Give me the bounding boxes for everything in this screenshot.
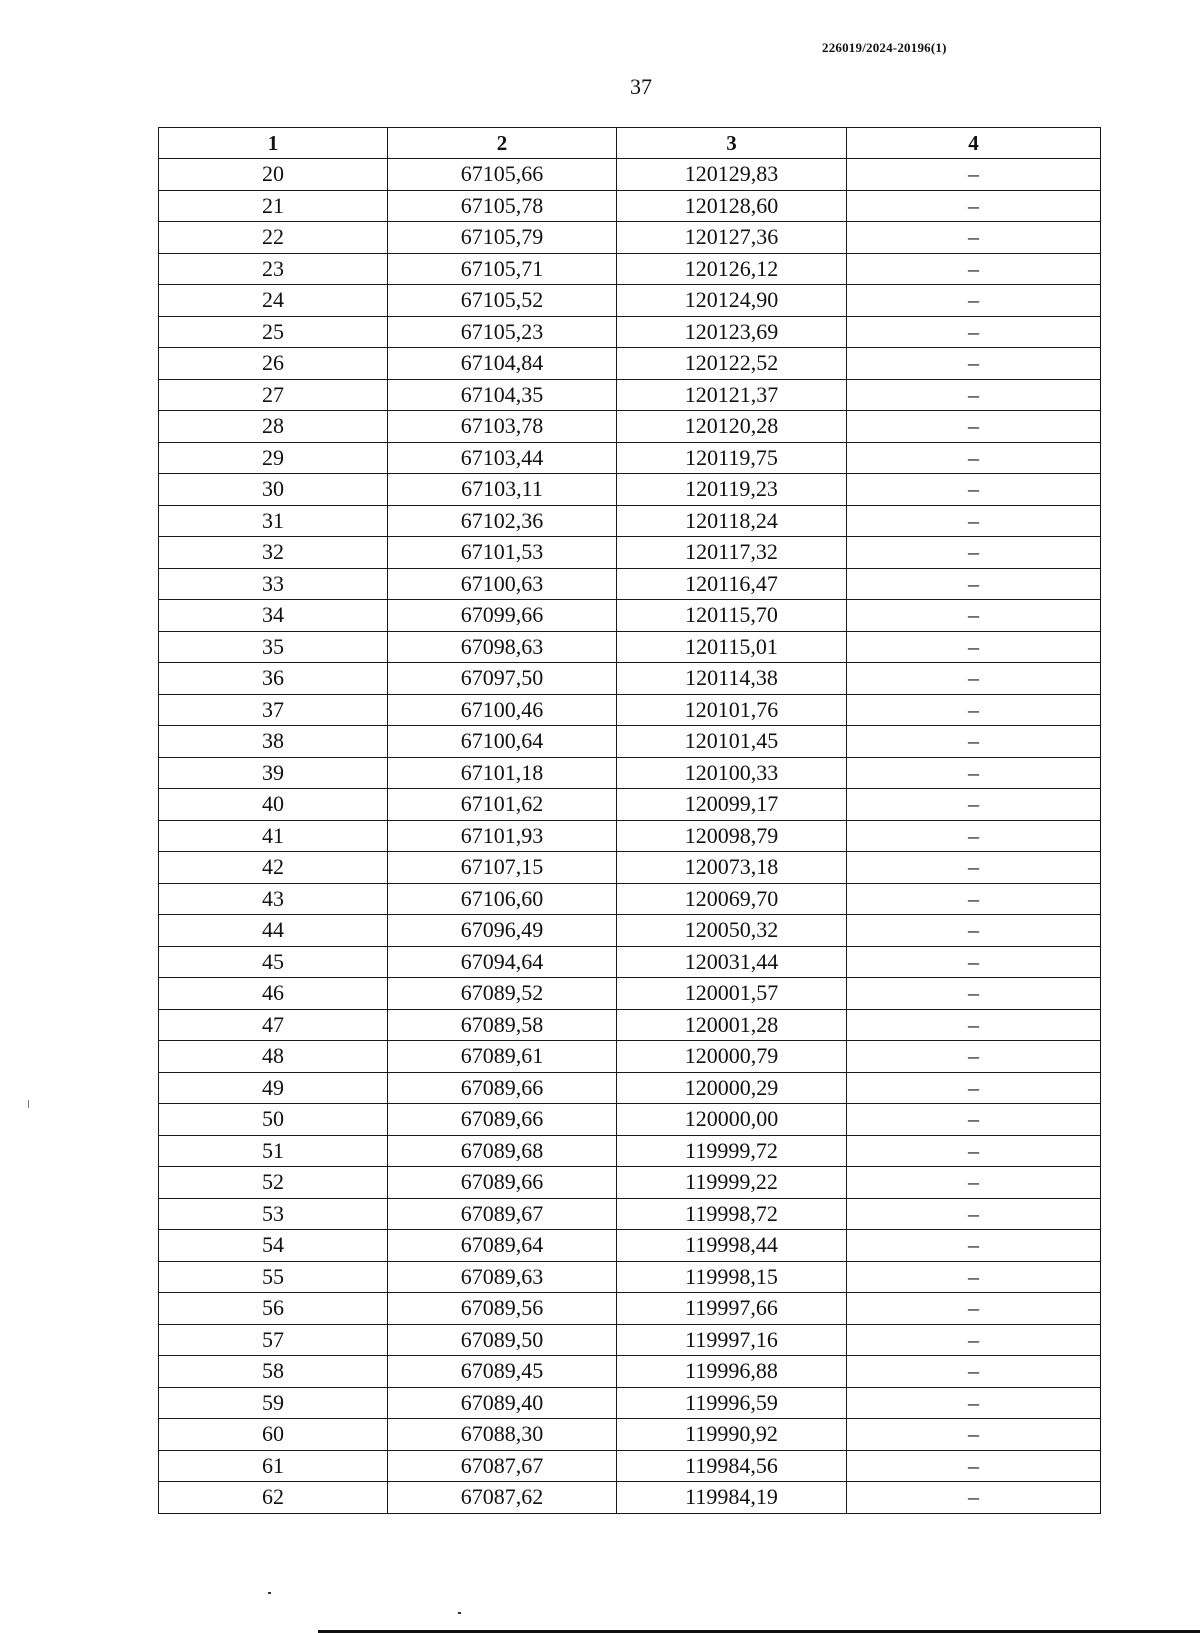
dash-cell: –	[847, 537, 1101, 569]
x-coordinate-cell: 67103,44	[388, 442, 617, 474]
x-coordinate-cell: 67089,68	[388, 1135, 617, 1167]
y-coordinate-cell: 120101,45	[617, 726, 847, 758]
table-row	[159, 726, 1101, 758]
dash-cell: –	[847, 253, 1101, 285]
column-header: 2	[388, 128, 617, 159]
table-row	[159, 789, 1101, 821]
point-number-cell: 35	[159, 631, 388, 663]
dash-cell: –	[847, 757, 1101, 789]
table-row	[159, 190, 1101, 222]
table-row	[159, 442, 1101, 474]
y-coordinate-cell: 120119,23	[617, 474, 847, 506]
y-coordinate-cell: 119998,15	[617, 1261, 847, 1293]
point-number-cell: 26	[159, 348, 388, 380]
point-number-cell: 57	[159, 1324, 388, 1356]
table-row	[159, 1419, 1101, 1451]
table-row	[159, 946, 1101, 978]
y-coordinate-cell: 120115,70	[617, 600, 847, 632]
point-number-cell: 58	[159, 1356, 388, 1388]
y-coordinate-cell: 120119,75	[617, 442, 847, 474]
point-number-cell: 29	[159, 442, 388, 474]
coordinates-table	[158, 127, 1101, 1514]
y-coordinate-cell: 120000,79	[617, 1041, 847, 1073]
point-number-cell: 43	[159, 883, 388, 915]
dash-cell: –	[847, 1324, 1101, 1356]
point-number-cell: 45	[159, 946, 388, 978]
y-coordinate-cell: 120121,37	[617, 379, 847, 411]
y-coordinate-cell: 120000,29	[617, 1072, 847, 1104]
x-coordinate-cell: 67103,11	[388, 474, 617, 506]
dash-cell: –	[847, 1230, 1101, 1262]
point-number-cell: 34	[159, 600, 388, 632]
x-coordinate-cell: 67100,63	[388, 568, 617, 600]
point-number-cell: 32	[159, 537, 388, 569]
x-coordinate-cell: 67105,66	[388, 159, 617, 191]
column-header: 1	[159, 128, 388, 159]
point-number-cell: 44	[159, 915, 388, 947]
x-coordinate-cell: 67103,78	[388, 411, 617, 443]
point-number-cell: 49	[159, 1072, 388, 1104]
x-coordinate-cell: 67089,50	[388, 1324, 617, 1356]
table-row	[159, 1198, 1101, 1230]
dash-cell: –	[847, 663, 1101, 695]
x-coordinate-cell: 67089,66	[388, 1104, 617, 1136]
x-coordinate-cell: 67101,18	[388, 757, 617, 789]
x-coordinate-cell: 67101,93	[388, 820, 617, 852]
table-row	[159, 568, 1101, 600]
x-coordinate-cell: 67098,63	[388, 631, 617, 663]
table-row	[159, 1167, 1101, 1199]
point-number-cell: 52	[159, 1167, 388, 1199]
dash-cell: –	[847, 789, 1101, 821]
column-header: 4	[847, 128, 1101, 159]
x-coordinate-cell: 67107,15	[388, 852, 617, 884]
table-row	[159, 1482, 1101, 1514]
table-row	[159, 1450, 1101, 1482]
table-body	[159, 159, 1101, 1514]
point-number-cell: 42	[159, 852, 388, 884]
dash-cell: –	[847, 316, 1101, 348]
dash-cell: –	[847, 1072, 1101, 1104]
y-coordinate-cell: 119984,56	[617, 1450, 847, 1482]
table-row	[159, 159, 1101, 191]
dash-cell: –	[847, 1261, 1101, 1293]
point-number-cell: 38	[159, 726, 388, 758]
dash-cell: –	[847, 411, 1101, 443]
dash-cell: –	[847, 852, 1101, 884]
dash-cell: –	[847, 883, 1101, 915]
dash-cell: –	[847, 820, 1101, 852]
point-number-cell: 51	[159, 1135, 388, 1167]
point-number-cell: 28	[159, 411, 388, 443]
y-coordinate-cell: 119998,44	[617, 1230, 847, 1262]
scan-speck	[268, 1592, 271, 1594]
y-coordinate-cell: 119996,59	[617, 1387, 847, 1419]
scan-mark	[28, 1100, 29, 1108]
table-row	[159, 1230, 1101, 1262]
table-row	[159, 757, 1101, 789]
dash-cell: –	[847, 1135, 1101, 1167]
table-row	[159, 978, 1101, 1010]
dash-cell: –	[847, 348, 1101, 380]
x-coordinate-cell: 67089,67	[388, 1198, 617, 1230]
table-row	[159, 1104, 1101, 1136]
x-coordinate-cell: 67089,63	[388, 1261, 617, 1293]
dash-cell: –	[847, 1167, 1101, 1199]
x-coordinate-cell: 67101,53	[388, 537, 617, 569]
point-number-cell: 30	[159, 474, 388, 506]
point-number-cell: 41	[159, 820, 388, 852]
point-number-cell: 53	[159, 1198, 388, 1230]
dash-cell: –	[847, 190, 1101, 222]
point-number-cell: 46	[159, 978, 388, 1010]
x-coordinate-cell: 67106,60	[388, 883, 617, 915]
y-coordinate-cell: 119998,72	[617, 1198, 847, 1230]
y-coordinate-cell: 119997,66	[617, 1293, 847, 1325]
x-coordinate-cell: 67087,67	[388, 1450, 617, 1482]
y-coordinate-cell: 119999,22	[617, 1167, 847, 1199]
table-row	[159, 285, 1101, 317]
table-row	[159, 537, 1101, 569]
y-coordinate-cell: 120129,83	[617, 159, 847, 191]
dash-cell: –	[847, 222, 1101, 254]
y-coordinate-cell: 120118,24	[617, 505, 847, 537]
document-number: 226019/2024-20196(1)	[822, 40, 947, 55]
x-coordinate-cell: 67094,64	[388, 946, 617, 978]
x-coordinate-cell: 67102,36	[388, 505, 617, 537]
point-number-cell: 23	[159, 253, 388, 285]
x-coordinate-cell: 67096,49	[388, 915, 617, 947]
table-row	[159, 1324, 1101, 1356]
x-coordinate-cell: 67089,61	[388, 1041, 617, 1073]
y-coordinate-cell: 120116,47	[617, 568, 847, 600]
dash-cell: –	[847, 1041, 1101, 1073]
dash-cell: –	[847, 379, 1101, 411]
point-number-cell: 39	[159, 757, 388, 789]
table-row	[159, 411, 1101, 443]
y-coordinate-cell: 120100,33	[617, 757, 847, 789]
point-number-cell: 33	[159, 568, 388, 600]
point-number-cell: 20	[159, 159, 388, 191]
dash-cell: –	[847, 694, 1101, 726]
table-row	[159, 820, 1101, 852]
table-row	[159, 1135, 1101, 1167]
point-number-cell: 55	[159, 1261, 388, 1293]
y-coordinate-cell: 119990,92	[617, 1419, 847, 1451]
point-number-cell: 62	[159, 1482, 388, 1514]
dash-cell: –	[847, 1387, 1101, 1419]
point-number-cell: 48	[159, 1041, 388, 1073]
point-number-cell: 24	[159, 285, 388, 317]
table-row	[159, 1041, 1101, 1073]
table-row	[159, 915, 1101, 947]
dash-cell: –	[847, 1419, 1101, 1451]
table-row	[159, 694, 1101, 726]
x-coordinate-cell: 67104,84	[388, 348, 617, 380]
x-coordinate-cell: 67087,62	[388, 1482, 617, 1514]
x-coordinate-cell: 67089,56	[388, 1293, 617, 1325]
dash-cell: –	[847, 600, 1101, 632]
table-row	[159, 883, 1101, 915]
dash-cell: –	[847, 915, 1101, 947]
table-row	[159, 253, 1101, 285]
table-row	[159, 1261, 1101, 1293]
dash-cell: –	[847, 1356, 1101, 1388]
dash-cell: –	[847, 159, 1101, 191]
x-coordinate-cell: 67089,40	[388, 1387, 617, 1419]
dash-cell: –	[847, 631, 1101, 663]
dash-cell: –	[847, 726, 1101, 758]
table-row	[159, 663, 1101, 695]
table-row	[159, 631, 1101, 663]
x-coordinate-cell: 67089,58	[388, 1009, 617, 1041]
dash-cell: –	[847, 1293, 1101, 1325]
dash-cell: –	[847, 1198, 1101, 1230]
point-number-cell: 54	[159, 1230, 388, 1262]
x-coordinate-cell: 67105,23	[388, 316, 617, 348]
table-row	[159, 1356, 1101, 1388]
y-coordinate-cell: 120127,36	[617, 222, 847, 254]
table-header-row	[159, 128, 1101, 159]
x-coordinate-cell: 67089,45	[388, 1356, 617, 1388]
y-coordinate-cell: 119996,88	[617, 1356, 847, 1388]
x-coordinate-cell: 67089,66	[388, 1072, 617, 1104]
y-coordinate-cell: 120124,90	[617, 285, 847, 317]
dash-cell: –	[847, 474, 1101, 506]
y-coordinate-cell: 120098,79	[617, 820, 847, 852]
point-number-cell: 37	[159, 694, 388, 726]
x-coordinate-cell: 67100,46	[388, 694, 617, 726]
y-coordinate-cell: 120101,76	[617, 694, 847, 726]
y-coordinate-cell: 119997,16	[617, 1324, 847, 1356]
dash-cell: –	[847, 442, 1101, 474]
scan-speck	[458, 1612, 461, 1614]
y-coordinate-cell: 119984,19	[617, 1482, 847, 1514]
x-coordinate-cell: 67089,64	[388, 1230, 617, 1262]
dash-cell: –	[847, 505, 1101, 537]
y-coordinate-cell: 120115,01	[617, 631, 847, 663]
x-coordinate-cell: 67105,79	[388, 222, 617, 254]
y-coordinate-cell: 120050,32	[617, 915, 847, 947]
dash-cell: –	[847, 1104, 1101, 1136]
y-coordinate-cell: 120126,12	[617, 253, 847, 285]
point-number-cell: 22	[159, 222, 388, 254]
point-number-cell: 50	[159, 1104, 388, 1136]
point-number-cell: 47	[159, 1009, 388, 1041]
y-coordinate-cell: 120000,00	[617, 1104, 847, 1136]
x-coordinate-cell: 67088,30	[388, 1419, 617, 1451]
y-coordinate-cell: 120031,44	[617, 946, 847, 978]
table-row	[159, 379, 1101, 411]
x-coordinate-cell: 67105,78	[388, 190, 617, 222]
y-coordinate-cell: 120001,57	[617, 978, 847, 1010]
table-row	[159, 474, 1101, 506]
x-coordinate-cell: 67100,64	[388, 726, 617, 758]
y-coordinate-cell: 120069,70	[617, 883, 847, 915]
x-coordinate-cell: 67089,66	[388, 1167, 617, 1199]
dash-cell: –	[847, 946, 1101, 978]
x-coordinate-cell: 67101,62	[388, 789, 617, 821]
dash-cell: –	[847, 568, 1101, 600]
table-row	[159, 1072, 1101, 1104]
y-coordinate-cell: 119999,72	[617, 1135, 847, 1167]
point-number-cell: 40	[159, 789, 388, 821]
table-row	[159, 316, 1101, 348]
table-row	[159, 222, 1101, 254]
column-header: 3	[617, 128, 847, 159]
point-number-cell: 25	[159, 316, 388, 348]
point-number-cell: 60	[159, 1419, 388, 1451]
point-number-cell: 61	[159, 1450, 388, 1482]
y-coordinate-cell: 120001,28	[617, 1009, 847, 1041]
x-coordinate-cell: 67099,66	[388, 600, 617, 632]
y-coordinate-cell: 120073,18	[617, 852, 847, 884]
y-coordinate-cell: 120123,69	[617, 316, 847, 348]
dash-cell: –	[847, 285, 1101, 317]
x-coordinate-cell: 67104,35	[388, 379, 617, 411]
x-coordinate-cell: 67097,50	[388, 663, 617, 695]
point-number-cell: 36	[159, 663, 388, 695]
table-row	[159, 852, 1101, 884]
page-number: 37	[630, 74, 652, 99]
table-row	[159, 505, 1101, 537]
point-number-cell: 56	[159, 1293, 388, 1325]
dash-cell: –	[847, 1450, 1101, 1482]
dash-cell: –	[847, 978, 1101, 1010]
table-row	[159, 348, 1101, 380]
table-row	[159, 1293, 1101, 1325]
y-coordinate-cell: 120099,17	[617, 789, 847, 821]
dash-cell: –	[847, 1009, 1101, 1041]
point-number-cell: 21	[159, 190, 388, 222]
y-coordinate-cell: 120122,52	[617, 348, 847, 380]
x-coordinate-cell: 67089,52	[388, 978, 617, 1010]
y-coordinate-cell: 120128,60	[617, 190, 847, 222]
y-coordinate-cell: 120117,32	[617, 537, 847, 569]
x-coordinate-cell: 67105,52	[388, 285, 617, 317]
x-coordinate-cell: 67105,71	[388, 253, 617, 285]
table-row	[159, 1009, 1101, 1041]
table-row	[159, 1387, 1101, 1419]
point-number-cell: 59	[159, 1387, 388, 1419]
y-coordinate-cell: 120114,38	[617, 663, 847, 695]
y-coordinate-cell: 120120,28	[617, 411, 847, 443]
point-number-cell: 27	[159, 379, 388, 411]
dash-cell: –	[847, 1482, 1101, 1514]
point-number-cell: 31	[159, 505, 388, 537]
table-row	[159, 600, 1101, 632]
